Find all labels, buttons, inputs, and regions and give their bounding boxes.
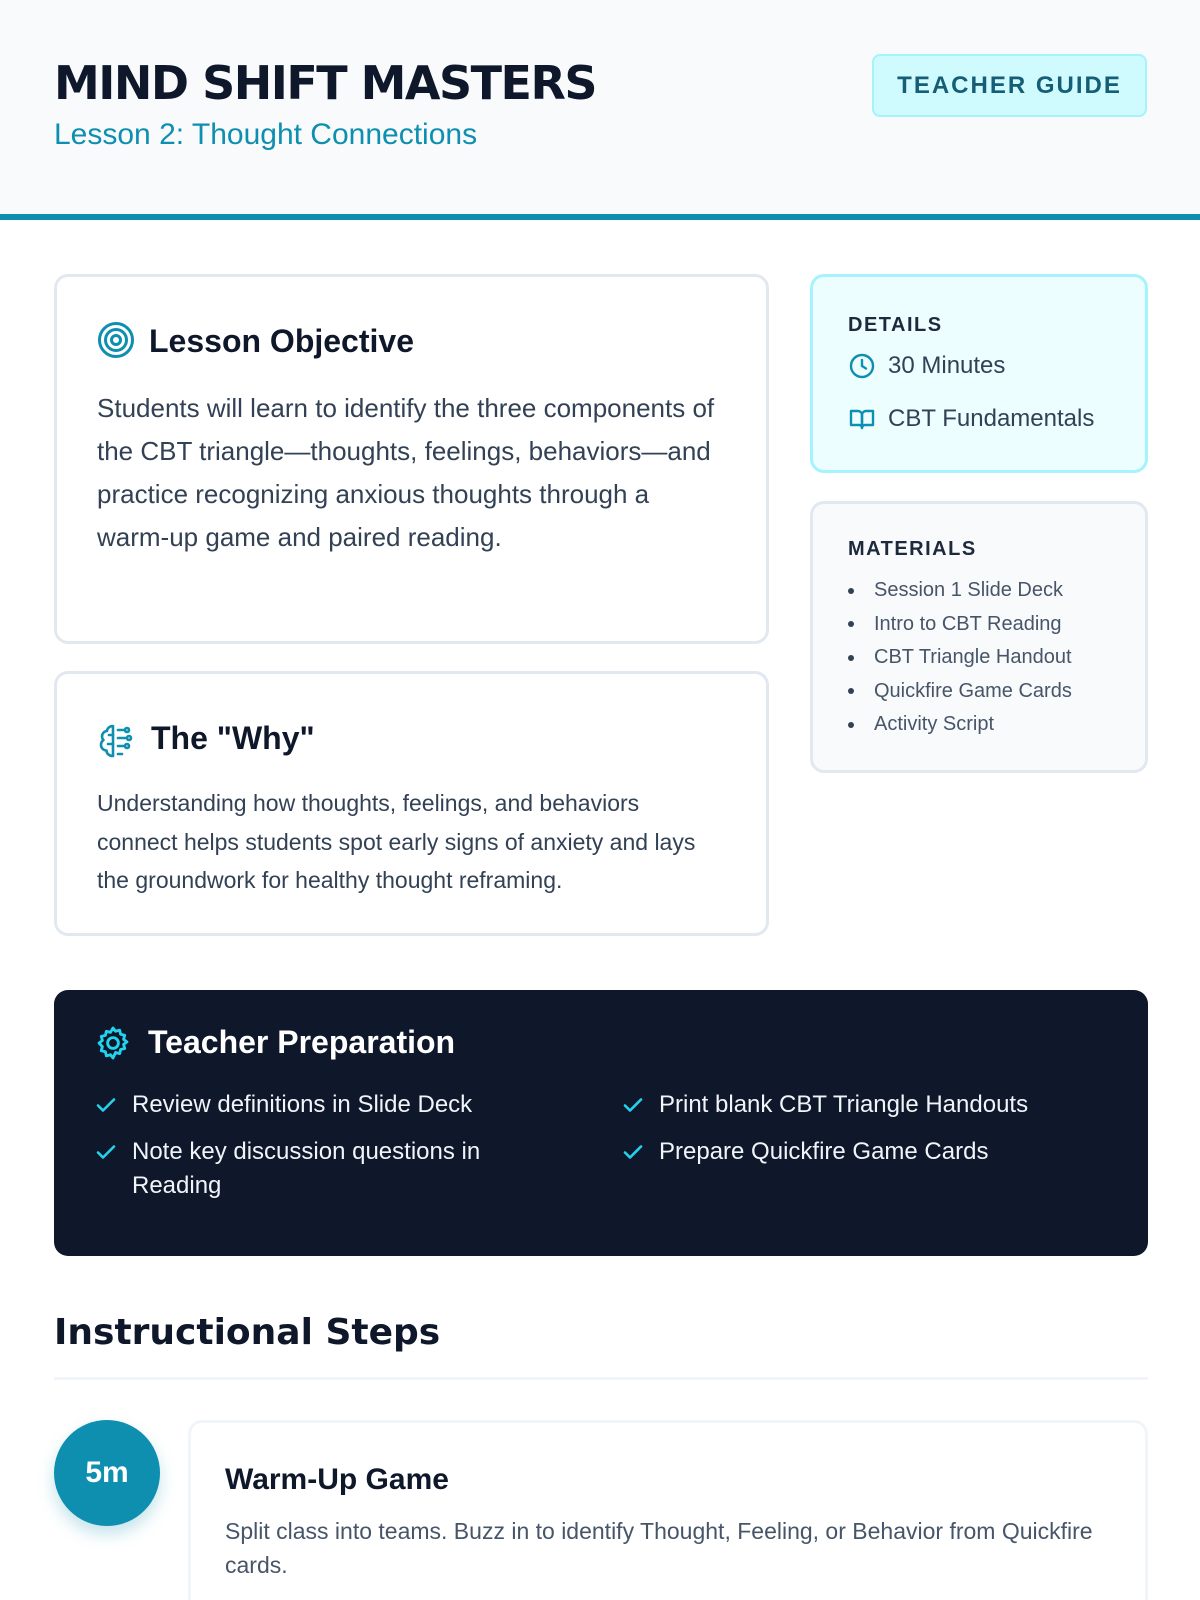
page-title: MIND SHIFT MASTERS bbox=[54, 56, 597, 110]
details-panel bbox=[810, 274, 1148, 473]
page-header bbox=[0, 0, 1200, 220]
topic-value: CBT Fundamentals bbox=[888, 405, 1095, 432]
duration-value: 30 Minutes bbox=[888, 352, 1006, 379]
why-text: Understanding how thoughts, feelings, and behaviors connect helps students spot early signs of anxiety and lays the groundwork for healthy thought reframing. bbox=[97, 790, 696, 893]
why-title: The "Why" bbox=[151, 720, 315, 756]
prep-checklist-item: Prepare Quickfire Game Cards bbox=[621, 1135, 1111, 1169]
details-heading: DETAILS bbox=[848, 314, 943, 336]
lesson-objective-title: Lesson Objective bbox=[149, 323, 414, 359]
list-item: Quickfire Game Cards bbox=[848, 675, 1072, 709]
prep-checklist-item: Note key discussion questions in Reading bbox=[94, 1135, 524, 1202]
gear-icon bbox=[94, 1024, 132, 1067]
clock-icon bbox=[848, 352, 876, 380]
prep-checklist-item: Print blank CBT Triangle Handouts bbox=[621, 1088, 1111, 1122]
step-duration-badge: 5m bbox=[54, 1420, 160, 1526]
lesson-subtitle: Lesson 2: Thought Connections bbox=[54, 118, 478, 151]
step-card bbox=[188, 1420, 1148, 1600]
target-icon bbox=[97, 321, 135, 364]
instructional-steps-heading: Instructional Steps bbox=[54, 1312, 441, 1353]
materials-heading: MATERIALS bbox=[848, 538, 977, 560]
teacher-preparation-panel bbox=[54, 990, 1148, 1256]
divider bbox=[54, 1377, 1148, 1380]
step-title: Warm-Up Game bbox=[225, 1463, 449, 1496]
why-card bbox=[54, 671, 769, 936]
check-icon bbox=[621, 1093, 645, 1117]
list-item: Intro to CBT Reading bbox=[848, 608, 1072, 642]
teacher-preparation-title: Teacher Preparation bbox=[148, 1024, 456, 1060]
teacher-guide-badge: TEACHER GUIDE bbox=[872, 54, 1147, 117]
book-icon bbox=[848, 405, 876, 433]
check-icon bbox=[621, 1140, 645, 1164]
topic-row bbox=[848, 405, 1094, 433]
lesson-objective-card bbox=[54, 274, 769, 644]
duration-row bbox=[848, 352, 1005, 380]
brain-icon bbox=[97, 722, 135, 765]
check-icon bbox=[94, 1093, 118, 1117]
list-item: Session 1 Slide Deck bbox=[848, 574, 1072, 608]
list-item: Activity Script bbox=[848, 708, 1072, 742]
list-item: CBT Triangle Handout bbox=[848, 641, 1072, 675]
materials-list bbox=[848, 574, 1072, 742]
materials-panel bbox=[810, 501, 1148, 773]
prep-checklist-item: Review definitions in Slide Deck bbox=[94, 1088, 524, 1122]
lesson-objective-text: Students will learn to identify the three components of the CBT triangle—thoughts, feelings, behaviors—and practice recognizing anxious thoughts through a warm-up game and paired reading. bbox=[97, 393, 715, 552]
step-description: Split class into teams. Buzz in to identify Thought, Feeling, or Behavior from Quickfire cards. bbox=[225, 1518, 1093, 1578]
check-icon bbox=[94, 1140, 118, 1164]
